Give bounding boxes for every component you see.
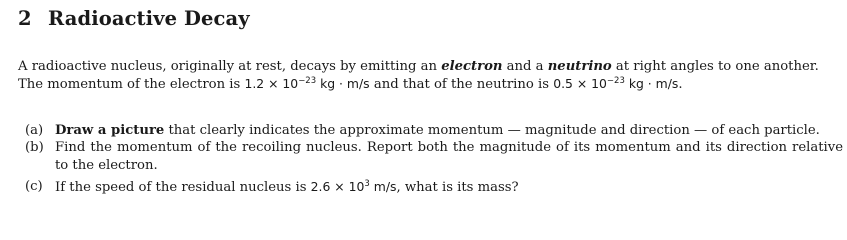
intro-text: and a — [502, 59, 548, 74]
neutrino-momentum-exponent: −23 — [606, 76, 625, 86]
part-text: If the speed of the residual nucleus is — [55, 179, 311, 195]
part-label: (b) — [25, 140, 44, 156]
question-part-c — [25, 178, 843, 196]
speed-exponent: 3 — [364, 178, 370, 189]
part-body — [55, 122, 843, 139]
neutrino-momentum-mantissa: 0.5 × 10 — [553, 76, 607, 91]
question-part-a — [25, 122, 843, 139]
speed-unit: m/s — [369, 178, 397, 194]
electron-momentum — [244, 76, 369, 91]
part-body — [55, 178, 843, 196]
section-heading — [18, 7, 250, 30]
problem-statement — [18, 58, 843, 93]
momentum-unit: kg · m/s — [624, 76, 679, 91]
question-part-b — [25, 139, 843, 174]
neutrino-emphasis: neutrino — [547, 59, 612, 74]
speed-mantissa: 2.6 × 10 — [310, 178, 365, 194]
part-label: (a) — [25, 123, 44, 138]
electron-momentum-mantissa: 1.2 × 10 — [244, 76, 299, 91]
intro-line-2 — [18, 75, 843, 93]
electron-emphasis: electron — [441, 59, 503, 74]
section-title: Radioactive Decay — [48, 7, 250, 30]
draw-a-picture-emphasis: Draw a picture — [55, 123, 165, 138]
intro-text: . — [678, 77, 683, 92]
part-text: that clearly indicates the approximate momentum — magnitude and direction — of each particle. — [164, 123, 820, 138]
question-parts — [25, 122, 843, 196]
intro-line-1 — [18, 58, 843, 75]
momentum-unit: kg · m/s — [316, 76, 370, 91]
neutrino-momentum — [553, 76, 678, 91]
section-number: 2 — [18, 7, 32, 30]
electron-momentum-exponent: −23 — [298, 76, 317, 86]
part-body: Find the momentum of the recoiling nucleus. Report both the magnitude of its momentum and its direction relative to the electron. — [55, 140, 843, 173]
part-label: (c) — [25, 178, 43, 194]
intro-text: A radioactive nucleus, originally at rest, decays by emitting an — [18, 59, 442, 74]
intro-text: and that of the neutrino is — [369, 77, 554, 92]
part-text: , what is its mass? — [396, 179, 519, 195]
nucleus-speed — [311, 179, 397, 194]
intro-text: The momentum of the electron is — [18, 77, 245, 92]
intro-text: at right angles to one another. — [611, 59, 819, 74]
